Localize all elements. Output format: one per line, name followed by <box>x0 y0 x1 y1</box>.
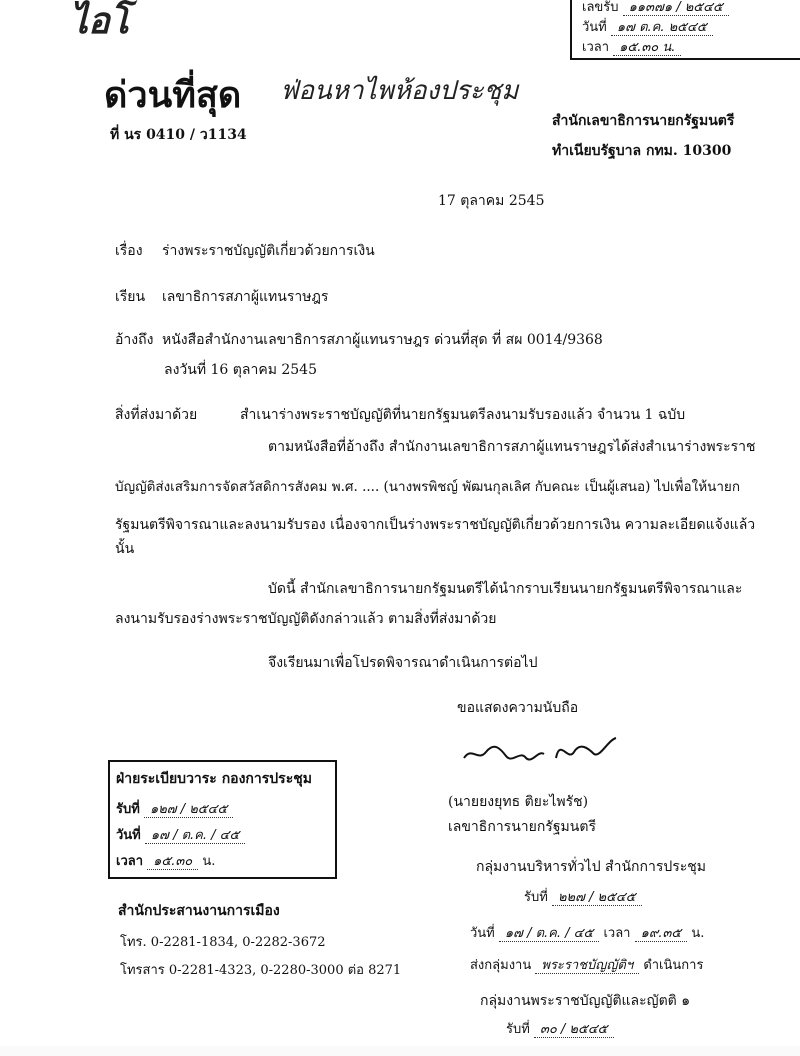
stamp-value: ๑๕.๓๐ น. <box>613 40 681 56</box>
stamp-label: เลขรับ <box>582 0 619 15</box>
receipt-stamp-top-right <box>570 0 800 60</box>
stamp-label: รับที่ <box>116 802 140 817</box>
stamp-title: กลุ่มงานบริหารทั่วไป สำนักการประชุม <box>476 859 707 875</box>
urgency-handwritten-note: ฟ่อนหาไพห้องประชุม <box>280 76 519 106</box>
stamp-label: รับที่ <box>506 1022 530 1037</box>
scan-edge-bottom <box>0 1046 800 1056</box>
stamp-label: เวลา <box>603 926 631 941</box>
stamp-value: ๑๕.๓๐ <box>147 854 198 870</box>
contact-phone: โทร. 0-2281-1834, 0-2282-3672 <box>120 935 326 950</box>
sender-office: สำนักเลขาธิการนายกรัฐมนตรี <box>552 113 735 129</box>
body-paragraph-2-line-1: บัดนี้ สำนักเลขาธิการนายกรัฐมนตรีได้นำกราบเรียนนายกรัฐมนตรีพิจารณาและ <box>268 581 743 597</box>
to-label: เรียน <box>115 289 146 305</box>
stamp-label: เวลา <box>116 854 144 869</box>
signature-image <box>460 728 620 772</box>
sender-address: ทำเนียบรัฐบาล กทม. 10300 <box>552 143 732 159</box>
stamp-value: ๓๐ / ๒๕๔๕ <box>534 1022 614 1038</box>
stamp-label: วันที่ <box>470 926 495 941</box>
stamp-suffix: ดำเนินการ <box>643 958 704 973</box>
stamp-label: เวลา <box>582 40 610 55</box>
urgency-heading: ด่วนที่สุด <box>104 74 242 116</box>
contact-fax: โทรสาร 0-2281-4323, 0-2280-3000 ต่อ 8271 <box>120 963 402 978</box>
stamp-value: ๑๙.๓๕ <box>635 926 688 942</box>
body-paragraph-1-line-2: บัญญัติส่งเสริมการจัดสวัสดิการสังคม พ.ศ. .... (นางพรพิชญ์ พัฒนกุลเลิศ กับคณะ เป็นผู้เสนอ) ไปเพื่อให้นายก <box>115 479 741 495</box>
stamp-title: กลุ่มงานพระราชบัญญัติและญัตติ ๑ <box>480 993 691 1009</box>
stamp-suffix: น. <box>202 854 216 869</box>
subject-label: เรื่อง <box>115 243 143 259</box>
stamp-value: ๑๗ / ต.ค. / ๔๕ <box>499 926 599 942</box>
stamp-value: ๑๗ / ต.ค. / ๔๕ <box>145 828 245 844</box>
contact-office: สำนักประสานงานการเมือง <box>118 903 280 919</box>
bill-group-receipt-stamp <box>476 990 756 1046</box>
to-text: เลขาธิการสภาผู้แทนราษฎร <box>162 289 329 305</box>
signer-name: (นายยงยุทธ ติยะไพรัช) <box>448 794 589 810</box>
stamp-suffix: น. <box>691 926 705 941</box>
stamp-value: ๑๑๓๗๑ / ๒๕๔๕ <box>623 0 729 16</box>
signer-title: เลขาธิการนายกรัฐมนตรี <box>448 819 596 835</box>
document-number: ที่ นร 0410 / ว1134 <box>110 127 247 143</box>
enclosure-text: สำเนาร่างพระราชบัญญัติที่นายกรัฐมนตรีลงนามรับรองแล้ว จำนวน 1 ฉบับ <box>240 407 686 423</box>
agenda-receipt-stamp <box>108 760 337 879</box>
stamp-label: วันที่ <box>116 828 141 843</box>
body-paragraph-1-line-3: รัฐมนตรีพิจารณาและลงนามรับรอง เนื่องจากเป็นร่างพระราชบัญญัติเกี่ยวด้วยการเงิน ความละเอียดแจ้งแล้ว <box>115 517 756 533</box>
stamp-label: วันที่ <box>582 20 607 35</box>
reference-label: อ้างถึง <box>115 332 154 348</box>
stamp-value: พระราชบัญญัติฯ <box>535 958 639 974</box>
body-paragraph-1-line-1: ตามหนังสือที่อ้างถึง สำนักงานเลขาธิการสภาผู้แทนราษฎรได้ส่งสำเนาร่างพระราช <box>268 439 756 455</box>
stamp-value: ๑๒๗ / ๒๕๔๕ <box>144 802 233 818</box>
stamp-label: ส่งกลุ่มงาน <box>470 958 532 973</box>
enclosure-label: สิ่งที่ส่งมาด้วย <box>115 407 198 423</box>
meeting-office-receipt-stamp <box>470 856 760 976</box>
reference-line-1: หนังสือสำนักงานเลขาธิการสภาผู้แทนราษฎร ด่วนที่สุด ที่ สผ 0014/9368 <box>162 332 603 348</box>
stamp-title: ฝ่ายระเบียบวาระ กองการประชุม <box>116 771 312 787</box>
reference-line-2: ลงวันที่ 16 ตุลาคม 2545 <box>164 362 317 378</box>
sign-off: ขอแสดงความนับถือ <box>457 700 579 716</box>
stamp-label: รับที่ <box>524 890 548 905</box>
subject-text: ร่างพระราชบัญญัติเกี่ยวด้วยการเงิน <box>162 243 375 259</box>
closing-request: จึงเรียนมาเพื่อโปรดพิจารณาดำเนินการต่อไป <box>268 655 538 671</box>
body-paragraph-2-line-2: ลงนามรับรองร่างพระราชบัญญัติดังกล่าวแล้ว ตามสิ่งที่ส่งมาด้วย <box>115 611 497 627</box>
stamp-value: ๑๗ ต.ค. ๒๕๔๕ <box>611 20 713 36</box>
document-date: 17 ตุลาคม 2545 <box>438 193 545 209</box>
body-paragraph-1-line-4: นั้น <box>115 541 135 557</box>
corner-handwritten-mark: ไอโ <box>70 1 130 42</box>
stamp-value: ๒๒๗ / ๒๕๔๕ <box>552 890 642 906</box>
